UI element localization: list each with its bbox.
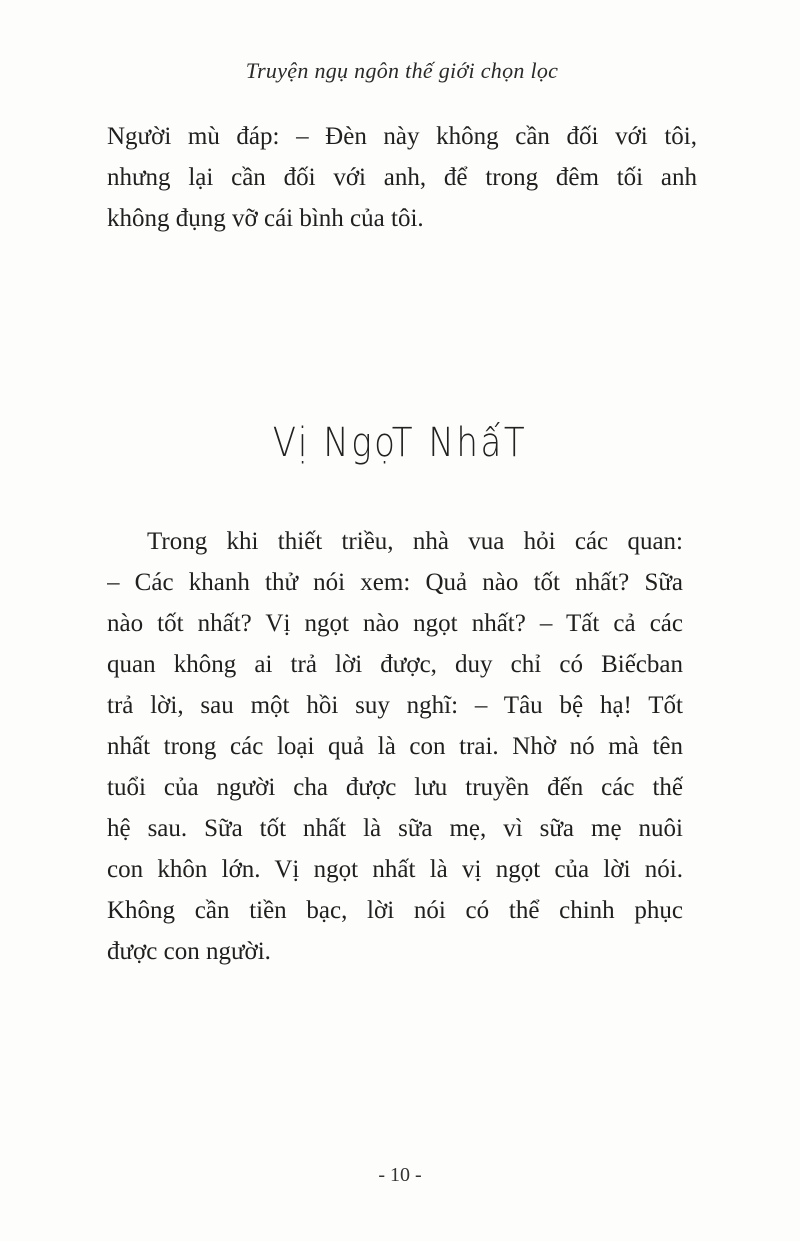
text-line: Người mù đáp: – Đèn này không cần đối với tôi,	[107, 123, 697, 150]
text-line: Không cần tiền bạc, lời nói có thể chinh phục	[107, 897, 683, 924]
text-line: hệ sau. Sữa tốt nhất là sữa mẹ, vì sữa mẹ nuôi	[107, 815, 683, 842]
text-line: không đụng vỡ cái bình của tôi.	[107, 205, 424, 232]
text-line: – Các khanh thử nói xem: Quả nào tốt nhất? Sữa	[107, 569, 683, 596]
text-line: quan không ai trả lời được, duy chỉ có Biếcban	[107, 651, 683, 678]
page-number: - 10 -	[378, 1164, 422, 1186]
previous-story-ending	[107, 116, 697, 239]
text-line: nhất trong các loại quả là con trai. Nhờ nó mà tên	[107, 733, 683, 760]
text-line: tuổi của người cha được lưu truyền đến các thế	[107, 774, 683, 801]
text-line: Trong khi thiết triều, nhà vua hỏi các quan:	[147, 528, 683, 555]
text-line: nhưng lại cần đối với anh, để trong đêm tối anh	[107, 164, 697, 191]
text-line: trả lời, sau một hồi suy nghĩ: – Tâu bệ hạ! Tốt	[107, 692, 683, 719]
running-header: Truyện ngụ ngôn thế giới chọn lọc	[245, 58, 559, 83]
story-title: Vị NgọT NhấT	[272, 420, 528, 466]
text-line: được con người.	[107, 938, 271, 965]
text-line: nào tốt nhất? Vị ngọt nào ngọt nhất? – Tất cả các	[107, 610, 683, 637]
text-line: con khôn lớn. Vị ngọt nhất là vị ngọt của lời nói.	[107, 856, 683, 883]
story-body	[107, 521, 683, 972]
